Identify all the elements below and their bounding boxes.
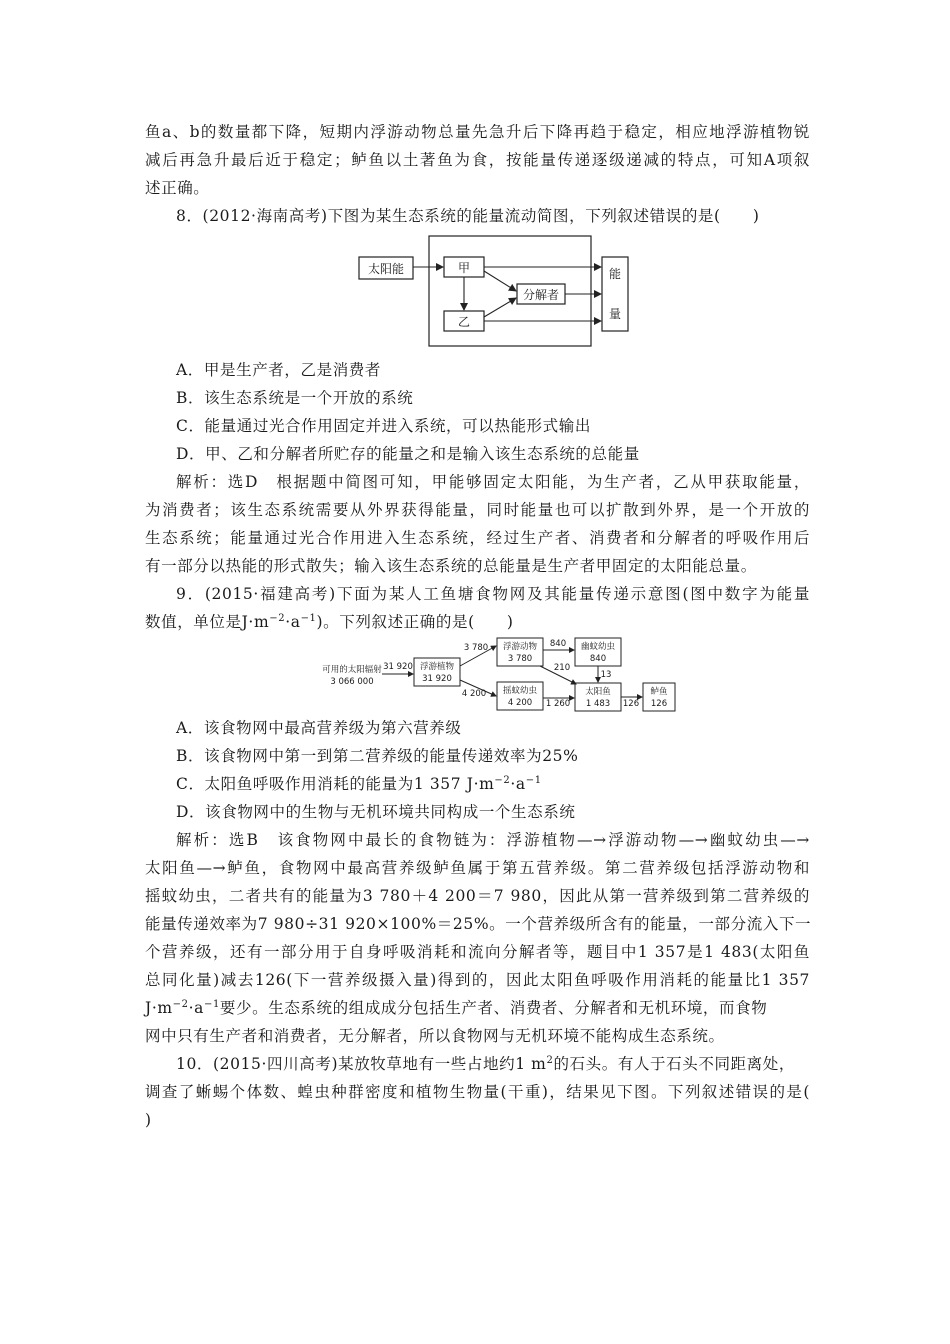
q10-line-3: ) [145, 1111, 152, 1129]
q8-stem: 8．(2012·海南高考)下图为某生态系统的能量流动简图，下列叙述错误的是( ) [176, 207, 760, 225]
q9-stem-2a: 数值，单位是J·m [145, 613, 270, 631]
q9-arrow-source-label: 31 920 [383, 662, 413, 672]
q9-stem-2c: )。下列叙述正确的是( ) [316, 613, 514, 631]
q8-option-b: B．该生态系统是一个开放的系统 [176, 389, 414, 407]
q8-decomposer-label: 分解者 [522, 288, 560, 302]
q9-arrow-mos-sunfish-label: 1 260 [545, 699, 571, 709]
q9-stem-2-sup2: −1 [300, 612, 317, 624]
q8-analysis-line-1: 解析：选D 根据题中简图可知，甲能够固定太阳能，为生产者，乙从甲获取能量， [176, 473, 810, 491]
q9-mos-value: 4 200 [507, 698, 533, 708]
q9-arrow-phyto-zoo-label: 3 780 [463, 643, 489, 653]
q8-energy-flow-diagram [355, 232, 645, 350]
intro-line-3: 述正确。 [145, 179, 210, 197]
q9-analysis-7b: ·a [188, 999, 204, 1017]
q9-arrow-zoo-sunfish-label: 210 [553, 663, 571, 673]
q10-line-1a: 10．(2015·四川高考)某放牧草地有一些占地约1 m [176, 1055, 547, 1073]
q9-stem-2-sup1: −2 [269, 612, 286, 624]
q9-analysis-line-7 [145, 998, 810, 1018]
q9-source-value: 3 066 000 [330, 677, 374, 687]
q9-analysis-line-5: 个营养级，还有一部分用于自身呼吸消耗和流向分解者等，题目中1 357是1 483(太阳鱼 [145, 943, 810, 961]
q8-jia-label: 甲 [457, 261, 471, 275]
intro-line-2: 减后再急升最后近于稳定；鲈鱼以土著鱼为食，按能量传递逐级递减的特点，可知A项叙 [145, 151, 810, 169]
q8-energy-label-1: 能 [608, 267, 622, 281]
q9-analysis-7a: J·m [145, 999, 173, 1017]
q9-option-c-sup1: −2 [494, 774, 511, 786]
q9-stem-line-2 [145, 612, 810, 632]
q9-analysis-line-8: 网中只有生产者和消费者，无分解者，所以食物网与无机环境不能构成生态系统。 [145, 1027, 725, 1045]
q9-stem-2b: ·a [285, 613, 301, 631]
q9-analysis-7-sup1: −2 [172, 998, 189, 1010]
q9-arrow-sunfish-perch-label: 126 [622, 699, 640, 709]
q9-analysis-7-sup2: −1 [203, 998, 220, 1010]
q8-energy-label-2: 量 [608, 307, 622, 321]
q8-analysis-line-4: 有一部分以热能的形式散失；输入该生态系统的总能量是生产者甲固定的太阳能总量。 [145, 557, 757, 575]
q9-perch-value: 126 [650, 699, 668, 709]
q9-analysis-line-4: 能量传递效率为7 980÷31 920×100%＝25%。一个营养级所含有的能量，一部分流入下一 [145, 915, 812, 933]
q9-larva-name: 幽蚊幼虫 [580, 642, 616, 652]
q8-yi-label: 乙 [457, 315, 471, 329]
intro-line-1: 鱼a、b的数量都下降，短期内浮游动物总量先急升后下降再趋于稳定，相应地浮游植物锐 [145, 123, 810, 141]
q9-larva-value: 840 [589, 654, 607, 664]
q9-analysis-line-3: 摇蚊幼虫，二者共有的能量为3 780＋4 200＝7 980，因此从第一营养级到第二营养级的 [145, 887, 810, 905]
q9-analysis-7c: 要少。生态系统的组成成分包括生产者、消费者、分解者和无机环境，而食物 [219, 999, 768, 1017]
q9-option-d: D．该食物网中的生物与无机环境共同构成一个生态系统 [176, 803, 576, 821]
q9-arrow-zoo-larva-label: 840 [549, 639, 567, 649]
q9-option-c-text: C．太阳鱼呼吸作用消耗的能量为1 357 J·m [176, 775, 495, 793]
q9-analysis-line-2: 太阳鱼—→鲈鱼，食物网中最高营养级鲈鱼属于第五营养级。第二营养级包括浮游动物和 [145, 859, 810, 877]
q9-sunfish-value: 1 483 [585, 699, 611, 709]
q8-option-a: A．甲是生产者，乙是消费者 [176, 361, 381, 379]
q9-zoo-name: 浮游动物 [502, 642, 538, 652]
q9-stem-line-1: 9．(2015·福建高考)下面为某人工鱼塘食物网及其能量传递示意图(图中数字为能量 [176, 585, 810, 603]
q9-sunfish-name: 太阳鱼 [585, 687, 611, 697]
q8-analysis-line-2: 为消费者；该生态系统需要从外界获得能量，同时能量也可以扩散到外界，是一个开放的 [145, 501, 810, 519]
q8-analysis-line-3: 生态系统；能量通过光合作用进入生态系统，经过生产者、消费者和分解者的呼吸作用后 [145, 529, 810, 547]
q8-arrow-jia-decomposer [484, 271, 516, 291]
q10-line-2: 调查了蜥蜴个体数、蝗虫种群密度和植物生物量(干重)，结果见下图。下列叙述错误的是( [145, 1083, 810, 1101]
q9-source-label: 可用的太阳辐射 [322, 665, 382, 675]
q9-phyto-value: 31 920 [422, 674, 452, 684]
q9-option-c [176, 774, 841, 794]
q9-option-c-mid: ·a [510, 775, 526, 793]
q9-option-c-sup2: −1 [525, 774, 542, 786]
q8-option-c: C．能量通过光合作用固定并进入系统，可以热能形式输出 [176, 417, 591, 435]
q9-option-a: A．该食物网中最高营养级为第六营养级 [176, 719, 462, 737]
q8-option-d: D．甲、乙和分解者所贮存的能量之和是输入该生态系统的总能量 [176, 445, 640, 463]
q9-option-b: B．该食物网中第一到第二营养级的能量传递效率为25% [176, 747, 579, 765]
q10-line-1-sup: 2 [546, 1054, 554, 1066]
q9-analysis-line-6: 总同化量)减去126(下一营养级摄入量)得到的，因此太阳鱼呼吸作用消耗的能量比1 357 [145, 971, 810, 989]
q8-system-boundary [429, 236, 591, 346]
q9-food-web-diagram [310, 636, 680, 712]
q9-perch-name: 鲈鱼 [650, 687, 668, 697]
q9-arrow-larva-sunfish-label: 13 [600, 670, 612, 680]
q9-analysis-line-1: 解析：选B 该食物网中最长的食物链为：浮游植物—→浮游动物—→幽蚊幼虫—→ [176, 831, 810, 849]
q9-zoo-value: 3 780 [507, 654, 533, 664]
q9-mos-name: 摇蚊幼虫 [502, 686, 538, 696]
q9-phyto-name: 浮游植物 [419, 662, 455, 672]
q9-arrow-phyto-mos-label: 4 200 [461, 689, 487, 699]
q8-sun-label: 太阳能 [367, 262, 405, 276]
q8-arrow-yi-decomposer [484, 298, 516, 317]
q10-line-1b: 的石头。有人于石头不同距离处， [553, 1055, 795, 1073]
q10-line-1 [176, 1054, 810, 1074]
